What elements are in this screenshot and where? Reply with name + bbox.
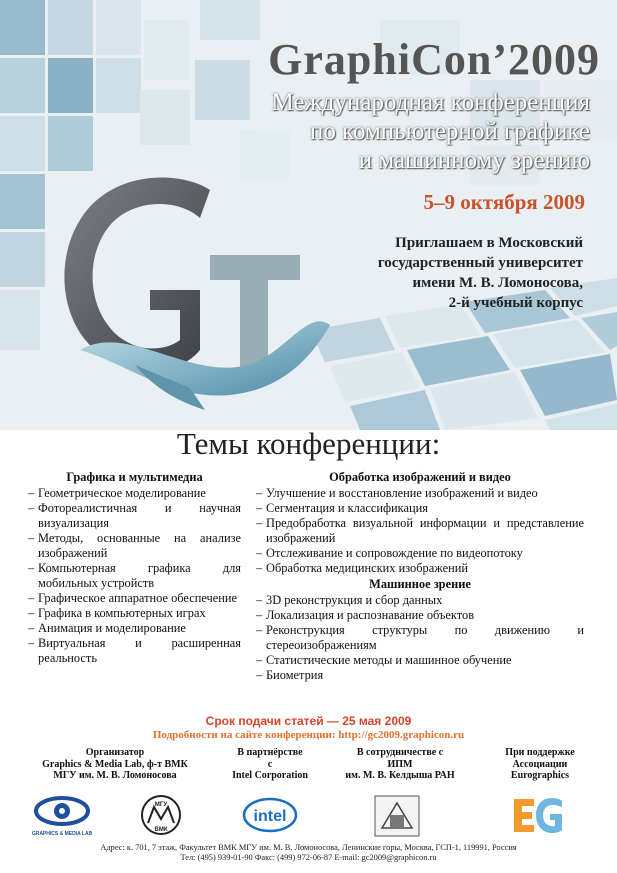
topic-item: – Методы, основанные на анализе изображений (28, 531, 241, 561)
topic-item: – Геометрическое моделирование (28, 486, 241, 501)
subtitle-line: Международная конференция (271, 89, 590, 116)
credit-line: В сотрудничестве с (356, 747, 444, 758)
subtitle-line: по компьютерной графике (309, 118, 590, 145)
topic-item: – Предобработка визуальной информации и представление изображений (256, 516, 584, 546)
gml-caption: GRAPHICS & MEDIA LAB (32, 831, 92, 837)
vmk-text: ВМК (154, 827, 168, 833)
topic-item: – Отслеживание и сопровождение по видеопотоку (256, 546, 584, 561)
supporter-credit (485, 747, 595, 782)
subtitle-line: и машинному зрению (358, 147, 590, 174)
topic-item: – Анимация и моделирование (28, 621, 241, 636)
invite-line: имени М. В. Ломоносова, (412, 275, 583, 291)
credit-line: В партнёрстве (237, 747, 303, 758)
credit-line: Graphics & Media Lab, ф-т ВМК (42, 758, 188, 770)
credit-line: Ассоциации (512, 758, 568, 770)
themes-vision-column (256, 470, 584, 683)
contact-address (0, 843, 617, 863)
topic-item: – Компьютерная графика для мобильных устройств (28, 561, 241, 591)
themes-heading: Темы конференции: (176, 426, 441, 461)
topic-item: – Улучшение и восстановление изображений и видео (256, 486, 584, 501)
section-heading: Графика и мультимедиа (66, 470, 203, 484)
address-line: Адрес: к. 701, 7 этаж, Факультет ВМК МГУ им. М. В. Ломоносова, Ленинские горы, Москва, ГСП-1, 119991, Россия (100, 843, 517, 852)
themes-graphics-column (28, 470, 241, 666)
topic-item: – Реконструкция структуры по движению и стереоизображениям (256, 623, 584, 653)
contact-line: Тел: (495) 939-01-90 Факс: (499) 972-06-87 E-mail: gc2009@graphicon.ru (180, 853, 437, 862)
section-heading: Обработка изображений и видео (329, 470, 511, 484)
conference-dates: 5–9 октября 2009 (423, 190, 585, 214)
invite-line: Приглашаем в Московский (395, 235, 583, 251)
credit-line: Eurographics (510, 770, 570, 781)
topic-item: – Графика в компьютерных играх (28, 606, 241, 621)
collaborator-credit (335, 747, 465, 782)
eurographics-logo (510, 793, 566, 838)
topic-item: – Виртуальная и расширенная реальность (28, 636, 241, 666)
credit-line: МГУ им. М. В. Ломоносова (53, 770, 177, 781)
msu-text: МГУ (154, 802, 168, 808)
intel-logo (242, 793, 298, 838)
conference-title: GraphiCon’2009 (268, 35, 600, 84)
topic-item: – Локализация и распознавание объектов (256, 608, 584, 623)
graphicon-logo (40, 160, 340, 420)
invite-line: 2-й учебный корпус (448, 295, 583, 311)
topic-list (256, 593, 584, 683)
topic-list (256, 486, 584, 576)
credit-line: ИПМ (387, 758, 413, 770)
vmk-msu-logo (136, 793, 186, 838)
graphics-media-lab-logo (32, 793, 92, 838)
partner-credit (220, 747, 320, 782)
organizer-credit (35, 747, 195, 782)
credit-line: Intel Corporation (232, 770, 308, 781)
submission-deadline: Срок подачи статей — 25 мая 2009 (205, 714, 412, 728)
credit-line: с (267, 758, 273, 770)
topic-item: – 3D реконструкция и сбор данных (256, 593, 584, 608)
section-heading: Машинное зрение (369, 577, 471, 591)
topic-item: – Сегментация и классификация (256, 501, 584, 516)
credit-line: им. М. В. Келдыша РАН (345, 770, 455, 781)
topic-item: – Биометрия (256, 668, 584, 683)
topic-item: – Статистические методы и машинное обучение (256, 653, 584, 668)
keldysh-institute-logo (372, 793, 422, 838)
invite-line: государственный университет (377, 255, 583, 271)
conference-website-link[interactable]: Подробности на сайте конференции: http://gc2009.graphicon.ru (152, 729, 465, 741)
credit-line: При поддержке (505, 747, 575, 758)
credit-line: Организатор (85, 747, 145, 758)
venue-invitation (300, 233, 583, 313)
intel-text: intel (253, 808, 287, 825)
hero-banner (0, 0, 617, 430)
topic-list (28, 486, 241, 666)
topic-item: – Фотореалистичная и научная визуализация (28, 501, 241, 531)
conference-subtitle (200, 88, 590, 175)
eg-text: EG (537, 837, 539, 838)
topic-item: – Обработка медицинских изображений (256, 561, 584, 576)
topic-item: – Графическое аппаратное обеспечение (28, 591, 241, 606)
